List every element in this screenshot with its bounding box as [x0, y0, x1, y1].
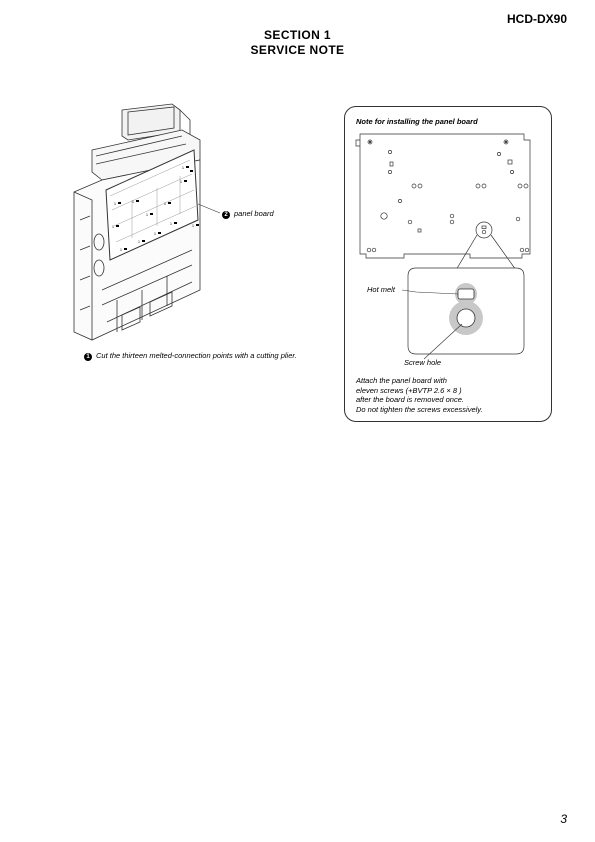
cut-step-callout	[84, 351, 297, 361]
page-number: 3	[560, 812, 567, 826]
svg-text:1: 1	[138, 240, 140, 244]
panel-board-diagram	[344, 106, 550, 420]
cut-step-text: Cut the thirteen melted-connection points with a cutting plier.	[96, 351, 297, 360]
panel-board-label: panel board	[234, 209, 274, 218]
svg-text:1: 1	[112, 225, 114, 229]
step-number-badge: 1	[84, 353, 92, 361]
svg-text:1: 1	[164, 202, 166, 206]
panel-board-callout	[222, 209, 274, 219]
instruction-line: Attach the panel board with	[356, 376, 447, 385]
svg-text:1: 1	[146, 213, 148, 217]
section-title: SERVICE NOTE	[250, 43, 345, 57]
svg-text:1: 1	[120, 248, 122, 252]
step-number-badge: 2	[222, 211, 230, 219]
section-heading	[0, 28, 595, 58]
svg-text:1: 1	[132, 200, 134, 204]
svg-text:1: 1	[154, 232, 156, 236]
svg-text:1: 1	[114, 202, 116, 206]
installation-instructions	[356, 376, 483, 414]
note-title: Note for installing the panel board	[356, 117, 478, 126]
instruction-line: after the board is removed once.	[356, 395, 464, 404]
unit-illustration	[62, 100, 222, 350]
instruction-line: Do not tighten the screws excessively.	[356, 404, 483, 414]
svg-text:1: 1	[192, 224, 194, 228]
svg-text:1: 1	[182, 166, 184, 170]
section-number: SECTION 1	[264, 28, 331, 42]
instruction-line: eleven screws (+BVTP 2.6 × 8 )	[356, 385, 462, 395]
svg-text:1: 1	[170, 222, 172, 226]
model-number: HCD-DX90	[506, 12, 567, 26]
hot-melt-label: Hot melt	[367, 285, 395, 294]
svg-text:1: 1	[180, 180, 182, 184]
screw-hole-label: Screw hole	[404, 358, 442, 367]
